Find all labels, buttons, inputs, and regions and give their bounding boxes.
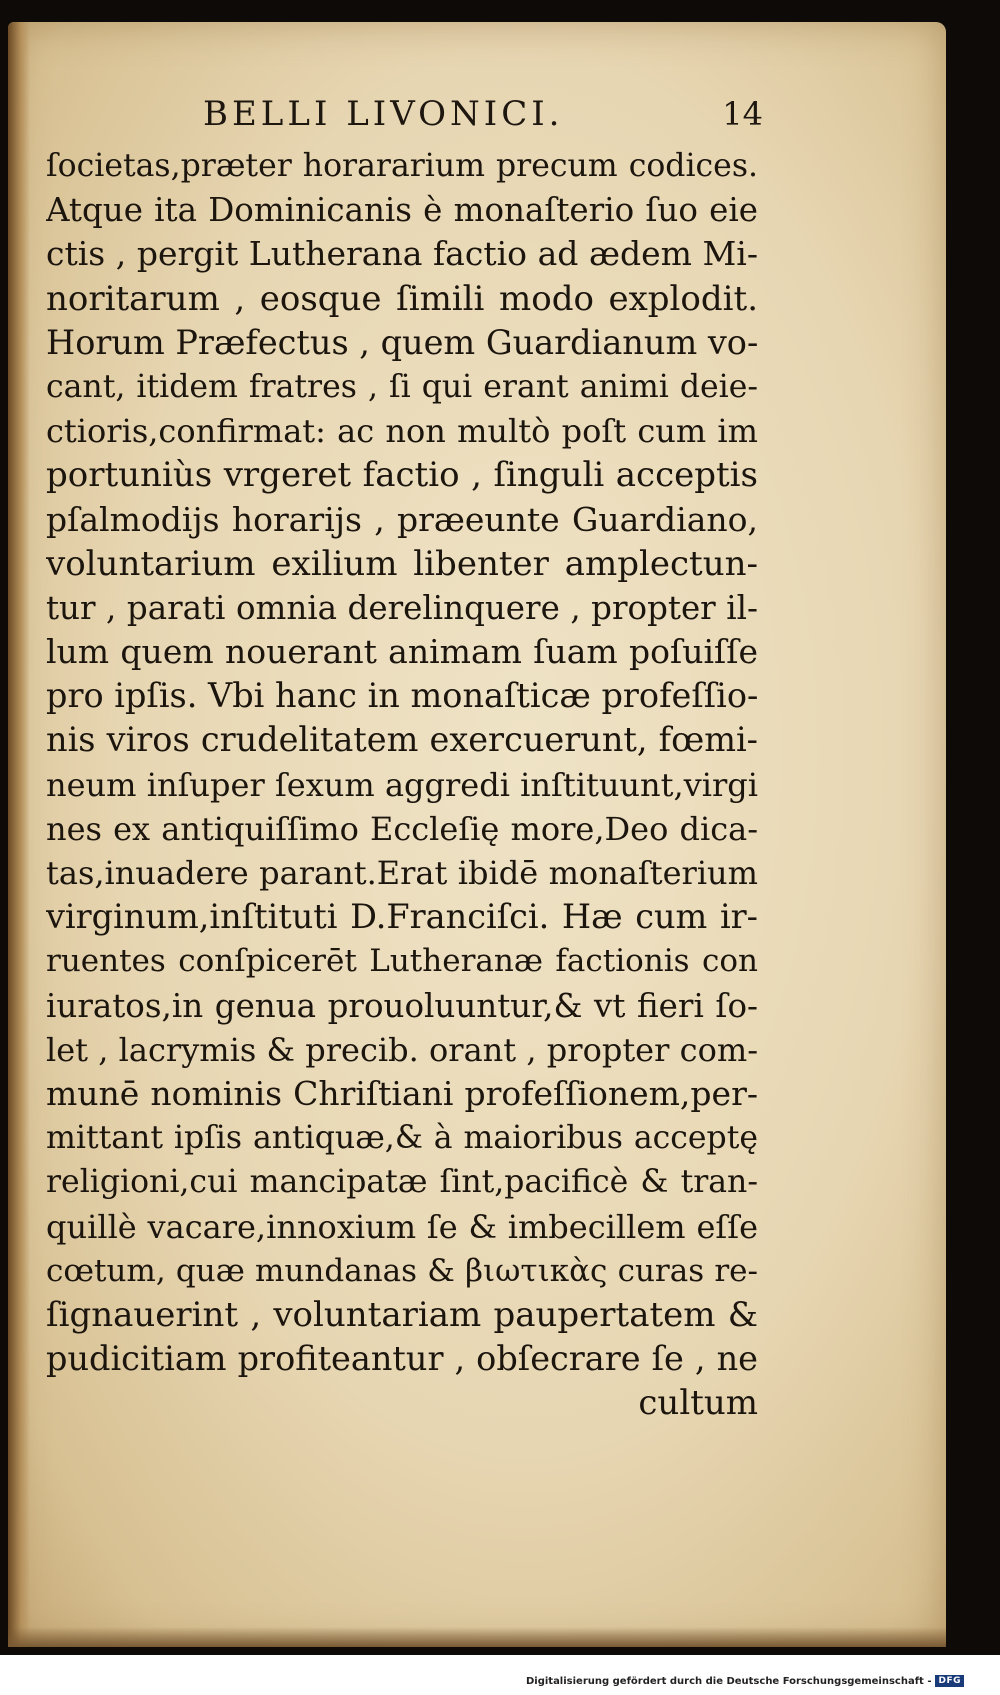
text-line: quillè vacare,innoxium ſe & imbecillem eſſe — [46, 1207, 758, 1246]
text-line: munē nominis Chriſtiani profeſſionem,per- — [46, 1073, 758, 1113]
text-line: lum quem nouerant animam ſuam poſuiſſe — [46, 632, 758, 672]
digitization-footer — [0, 1655, 1000, 1695]
text-line: mittant ipſis antiquæ,& à maioribus acceptę — [46, 1120, 758, 1157]
text-line: neum inſuper ſexum aggredi inſtituunt,virgi — [46, 765, 758, 804]
text-line: ruentes conſpicerēt Lutheranæ factionis con — [46, 943, 758, 980]
text-line: noritarum , eosque ſimili modo explodit. — [46, 278, 758, 319]
text-line: voluntarium exilium libenter amplectun- — [46, 543, 758, 584]
folio-number: 14 — [722, 95, 763, 133]
funding-credit-text: Digitalisierung gefördert durch die Deutsche Forschungsgemeinschaft - — [525, 1675, 932, 1687]
page-bottom-edge — [8, 1627, 946, 1647]
running-head — [203, 94, 763, 134]
running-head-title: BELLI LIVONICI. — [203, 94, 564, 134]
text-line: tas,inuadere parant.Erat ibidē monaſterium — [46, 854, 758, 892]
text-line: Atque ita Dominicanis è monaſterio ſuo eie — [46, 191, 758, 230]
catchword: cultum — [638, 1383, 758, 1424]
text-line: iuratos,in genua prouoluuntur,& vt fieri ſo- — [46, 986, 758, 1025]
dfg-logo-icon: DFG — [935, 1675, 964, 1687]
text-line: portuniùs vrgeret factio , ſinguli acceptis — [46, 455, 758, 496]
text-line: ſocietas,præter horararium precum codices. — [46, 148, 758, 184]
text-line: ctioris,confirmat: ac non multò poſt cum im — [46, 412, 758, 451]
text-line: let , lacrymis & precib. orant , propter com- — [46, 1030, 758, 1069]
text-line: ctis , pergit Lutherana factio ad ædem Mi- — [46, 234, 758, 274]
text-line: virginum,inſtituti D.Franciſci. Hæ cum ir- — [46, 897, 758, 937]
text-line: pro ipſis. Vbi hanc in monaſticæ profeſſio- — [46, 676, 758, 716]
text-line: ſignauerint , voluntariam paupertatem & — [46, 1294, 758, 1335]
text-line: tur , parati omnia derelinquere , propter il- — [46, 588, 758, 627]
book-page — [8, 22, 946, 1647]
text-line: cœtum, quæ mundanas & βιωτικὰς curas re- — [46, 1252, 758, 1289]
body-text — [46, 144, 758, 1425]
text-line: nis viros crudelitatem exercuerunt, fœmi- — [46, 720, 758, 760]
text-line: cant, itidem fratres , ſi qui erant animi deie- — [46, 368, 758, 405]
text-line: pudicitiam profiteantur , obſecrare ſe , ne — [46, 1339, 758, 1379]
funding-credit — [526, 1675, 964, 1687]
text-line: nes ex antiquiſſimo Eccleſię more,Deo dica- — [46, 809, 758, 848]
page-gutter — [8, 22, 30, 1647]
text-line: Horum Præfectus , quem Guardianum vo- — [46, 322, 758, 362]
text-line: religioni,cui mancipatæ ſint,pacificè & tran- — [46, 1164, 758, 1201]
text-line: pſalmodijs horarijs , præeunte Guardiano, — [46, 499, 758, 539]
